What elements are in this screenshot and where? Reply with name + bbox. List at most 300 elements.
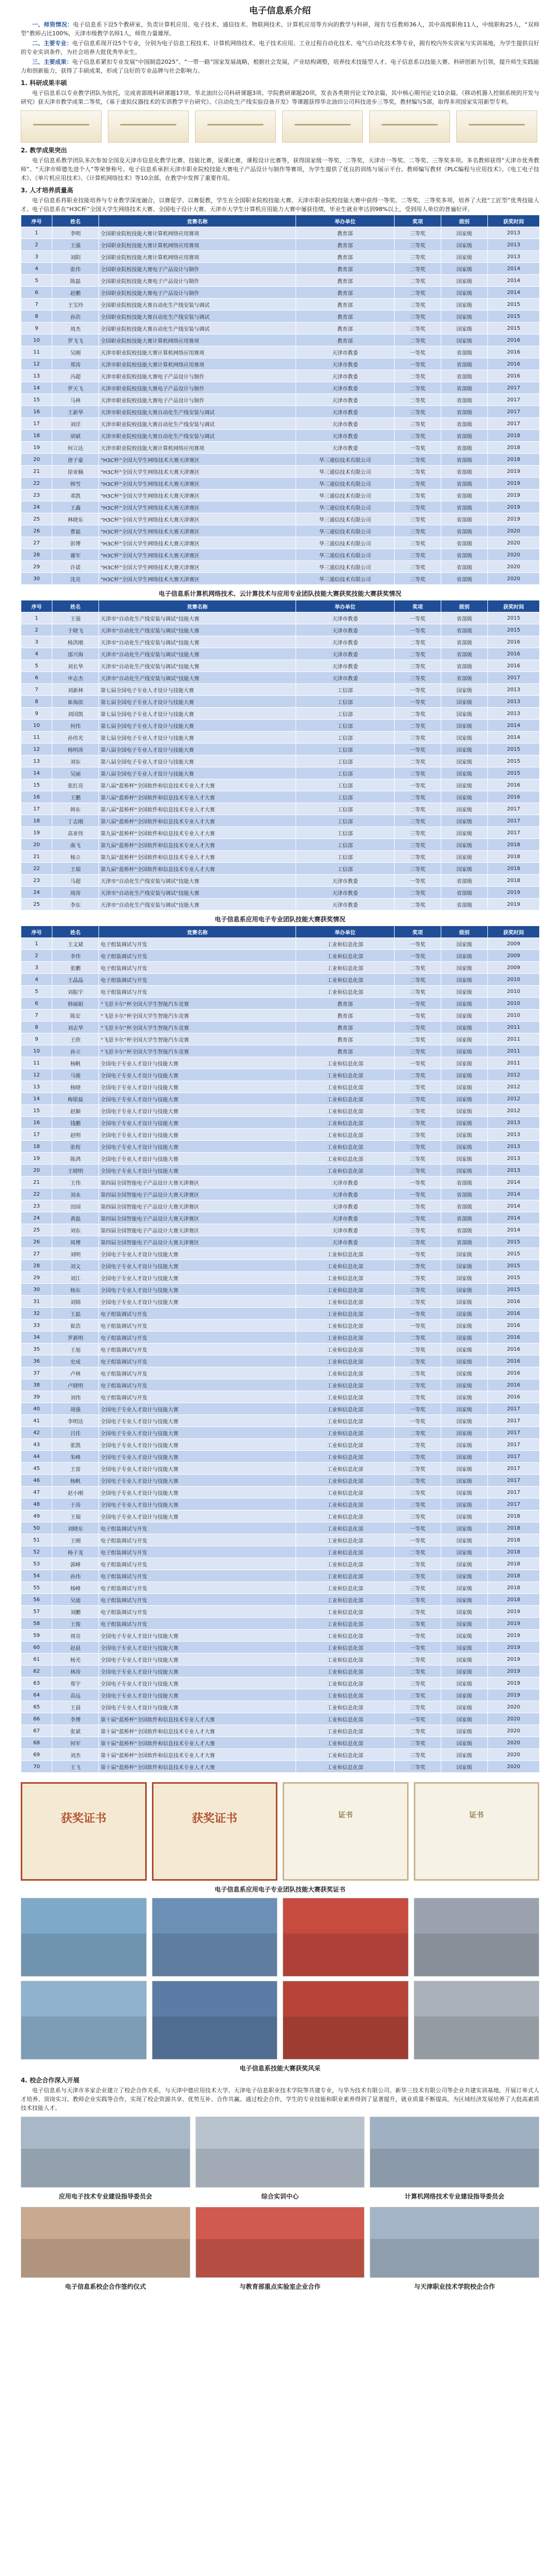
table-cell: 全国电子专业人才设计与技能大赛 [99, 1463, 296, 1475]
table-cell: 三等奖 [395, 1129, 441, 1141]
table-cell: 一等奖 [395, 1713, 441, 1725]
table-cell: 国家级 [441, 720, 488, 732]
table-cell: 全国电子专业人才设计与技能大赛 [99, 1057, 296, 1069]
table-cell: 省部级 [441, 549, 488, 561]
table-cell: 6 [21, 672, 52, 684]
table-cell: 王欣 [52, 1033, 99, 1045]
table-row [21, 696, 540, 708]
table-row [21, 370, 540, 382]
table-cell: 杨峰 [52, 1582, 99, 1594]
skill-heading: 3. 人才培养质量高 [21, 187, 74, 194]
majors-label: 二、主要专业： [32, 40, 73, 47]
table-cell: 2016 [488, 1391, 540, 1403]
table-cell: 工业和信息化部 [296, 1415, 395, 1427]
table-cell: 三等奖 [395, 863, 441, 875]
table-cell: 天津市“自动化生产线安装与调试”技能大赛 [99, 648, 296, 660]
table-cell: 2020 [488, 1725, 540, 1737]
table-cell: 吕佳 [52, 1427, 99, 1439]
table-cell: 国家级 [441, 1737, 488, 1749]
table-cell: 全国电子专业人才设计与技能大赛 [99, 1260, 296, 1272]
table-row [21, 839, 540, 851]
table-cell: 省部级 [441, 513, 488, 525]
table-row [21, 1677, 540, 1689]
table-cell: 2009 [488, 950, 540, 962]
table-body [21, 612, 540, 911]
table-cell: 全国职业院校技能大赛计算机网络应用赛项 [99, 251, 296, 263]
table-cell: 10 [21, 334, 52, 346]
table-cell: 高亚伟 [52, 827, 99, 839]
table2-caption: 电子信息系计算机网络技术、云计算技术与应用专业团队技能大赛获奖技能大赛获奖情况 [158, 590, 401, 597]
table-cell: 16 [21, 406, 52, 418]
table-cell: 三等奖 [395, 537, 441, 549]
column-header: 序号 [21, 926, 52, 938]
certificate-image [21, 110, 102, 143]
teachers-label: 一、师资情况： [32, 21, 73, 28]
table-cell: 省部级 [441, 454, 488, 466]
coop-photo [370, 2117, 539, 2188]
table-row [21, 998, 540, 1010]
table-cell: 王新华 [52, 406, 99, 418]
column-header: 奖项 [395, 215, 441, 227]
table-cell: 2018 [488, 1522, 540, 1534]
table-row [21, 263, 540, 275]
table-cell: 三等奖 [395, 489, 441, 501]
table-cell: 省部级 [441, 1188, 488, 1200]
table-cell: 28 [21, 1260, 52, 1272]
table-cell: 王瑞 [52, 1510, 99, 1522]
table-cell: 国家级 [441, 767, 488, 779]
table-cell: 2019 [488, 478, 540, 489]
column-header: 级别 [441, 926, 488, 938]
table-row [21, 1737, 540, 1749]
table-cell: 工业和信息化部 [296, 1093, 395, 1105]
table-cell: 省部级 [441, 358, 488, 370]
table-cell: 国家级 [441, 1391, 488, 1403]
table-cell: 天津市教委 [296, 1188, 395, 1200]
column-header: 竞赛名称 [99, 215, 296, 227]
table-row [21, 251, 540, 263]
table-cell: 第八届全国电子专业人才设计与技能大赛 [99, 767, 296, 779]
table-cell: 省部级 [441, 624, 488, 636]
table-cell: 国家级 [441, 1284, 488, 1296]
table-cell: 60 [21, 1642, 52, 1654]
table-cell: 8 [21, 696, 52, 708]
table-cell: 国家级 [441, 1570, 488, 1582]
table-cell: 第七届全国电子专业人才设计与技能大赛 [99, 732, 296, 744]
table-cell: 杨帆 [52, 1057, 99, 1069]
table-cell: 天津市“自动化生产线安装与调试”技能大赛 [99, 660, 296, 672]
table-row [21, 1534, 540, 1546]
table-row [21, 1558, 540, 1570]
table-cell: 40 [21, 1403, 52, 1415]
table-cell: 2013 [488, 1117, 540, 1129]
table-cell: 二等奖 [395, 962, 441, 974]
table-cell: 省部级 [441, 636, 488, 648]
award-certificate-image: 获奖证书 [152, 1782, 278, 1881]
table-cell: 赵明 [52, 1129, 99, 1141]
table-cell: 国家级 [441, 1010, 488, 1021]
table-cell: 全国电子专业人才设计与技能大赛 [99, 1510, 296, 1522]
table-cell: 39 [21, 1391, 52, 1403]
table-cell: 国家级 [441, 863, 488, 875]
table-cell: 14 [21, 382, 52, 394]
table-row [21, 986, 540, 998]
table-cell: 2017 [488, 672, 540, 684]
table-cell: 2015 [488, 612, 540, 624]
intro-teachers: 一、师资情况：电子信息系下设5个教研室，负责计算机应用、电子技术、通信技术、物联网技术、计算机应用等方向的教学与科研，现有专任教师36人，其中高级职称11人，中级职称25人，“双师型”教师占比100%，天津市级教学名师1人，师资力量雄厚。 [21, 21, 539, 37]
table-cell: 工业和信息化部 [296, 1654, 395, 1665]
table-cell: 2018 [488, 875, 540, 887]
table-cell: 34 [21, 1332, 52, 1343]
table-cell: 24 [21, 1212, 52, 1224]
table-cell: 26 [21, 1236, 52, 1248]
table-cell: 周杰 [52, 323, 99, 334]
table-cell: 7 [21, 684, 52, 696]
table-cell: 2017 [488, 1499, 540, 1510]
table-cell: 一等奖 [395, 1415, 441, 1427]
table-cell: 刘明 [52, 1248, 99, 1260]
table-cell: 2018 [488, 851, 540, 863]
table-row [21, 1284, 540, 1296]
table-cell: 2015 [488, 1248, 540, 1260]
table-cell: 华三通信技术有限公司 [296, 573, 395, 585]
column-header: 获奖时间 [488, 600, 540, 612]
table-row [21, 974, 540, 986]
table-cell: 17 [21, 1129, 52, 1141]
table-cell: 一等奖 [395, 684, 441, 696]
table-cell: 国家级 [441, 1105, 488, 1117]
table-cell: 沈亮 [52, 573, 99, 585]
table-cell: 工业和信息化部 [296, 950, 395, 962]
table-cell: 2017 [488, 1487, 540, 1499]
table-cell: 华三通信技术有限公司 [296, 501, 395, 513]
table-cell: 2013 [488, 1153, 540, 1165]
table-cell: 三等奖 [395, 1701, 441, 1713]
table-cell: 2012 [488, 1093, 540, 1105]
table-cell: 一等奖 [395, 744, 441, 755]
table-cell: 2015 [488, 755, 540, 767]
table-row [21, 382, 540, 394]
table-cell: 曹磊 [52, 525, 99, 537]
table-cell: 国家级 [441, 950, 488, 962]
table-cell: 三等奖 [395, 1224, 441, 1236]
table-row [21, 1546, 540, 1558]
table-cell: 国家级 [441, 1260, 488, 1272]
table-cell: 王晓明 [52, 1165, 99, 1177]
table-cell: 工信部 [296, 767, 395, 779]
table-cell: 2015 [488, 767, 540, 779]
certificate-image [456, 110, 537, 143]
table-row [21, 1642, 540, 1654]
table-cell: 工信部 [296, 779, 395, 791]
intro-majors: 二、主要专业：电子信息系现开设5个专业，分别为电子信息工程技术、计算机网络技术、电子技术应用、工业过程自动化技术、电气自动化技术等专业，拥有校内外实训室与实训基地，为学生提供良好的专业实训条件，为社会培养大批优秀毕业生。 [21, 40, 540, 55]
table-cell: 2011 [488, 1021, 540, 1033]
table-row [21, 636, 540, 648]
table-cell: “飞思卡尔”杯全国大学生智能汽车竞赛 [99, 998, 296, 1010]
table-row [21, 537, 540, 549]
table-cell: 三等奖 [395, 1606, 441, 1618]
coop-photos-2 [21, 2207, 539, 2293]
table-cell: 省部级 [441, 406, 488, 418]
table-cell: 4 [21, 648, 52, 660]
table-row [21, 1010, 540, 1021]
table-cell: 张程 [52, 1141, 99, 1153]
table-row [21, 1320, 540, 1332]
table-cell: 何军 [52, 1737, 99, 1749]
table-cell: 天津市教委 [296, 1177, 395, 1188]
table-cell: 工业和信息化部 [296, 1677, 395, 1689]
table-cell: 国家级 [441, 311, 488, 323]
table-cell: 工业和信息化部 [296, 1665, 395, 1677]
table-cell: 国家级 [441, 815, 488, 827]
table-cell: 第十届“蓝桥杯”全国软件和信息技术专业人才大赛 [99, 1737, 296, 1749]
table-cell: 二等奖 [395, 1200, 441, 1212]
table-cell: 第九届“蓝桥杯”全国软件和信息技术专业人才大赛 [99, 863, 296, 875]
table-cell: 朱峰 [52, 1451, 99, 1463]
table-cell: 全国电子专业人才设计与技能大赛 [99, 1642, 296, 1654]
table-cell: 工业和信息化部 [296, 962, 395, 974]
table-cell: 工业和信息化部 [296, 1439, 395, 1451]
table-cell: 林晓东 [52, 513, 99, 525]
table-cell: 2017 [488, 803, 540, 815]
table-cell: 三等奖 [395, 513, 441, 525]
table-cell: 第八届“蓝桥杯”全国软件和信息技术专业人才大赛 [99, 815, 296, 827]
table-cell: 6 [21, 287, 52, 299]
table-cell: 工业和信息化部 [296, 1367, 395, 1379]
table-cell: 一等奖 [395, 1534, 441, 1546]
table-cell: 天津市“自动化生产线安装与调试”技能大赛 [99, 899, 296, 911]
table-cell: 华三通信技术有限公司 [296, 561, 395, 573]
table-cell: 天津市职业院校技能大赛电子产品设计与制作 [99, 382, 296, 394]
table-cell: 三等奖 [395, 1045, 441, 1057]
table-cell: 三等奖 [395, 815, 441, 827]
table-cell: 工业和信息化部 [296, 1427, 395, 1439]
table-row [21, 1654, 540, 1665]
team-photo [21, 1981, 147, 2060]
table-cell: 天津市教委 [296, 430, 395, 442]
table-cell: 天津市教委 [296, 887, 395, 899]
table-cell: 2017 [488, 418, 540, 430]
table-cell: 电子组装调试与开发 [99, 974, 296, 986]
table-cell: 43 [21, 1439, 52, 1451]
table-cell: 电子组装调试与开发 [99, 950, 296, 962]
table-header-row [21, 600, 540, 612]
table-cell: 2017 [488, 1403, 540, 1415]
cert-gallery [21, 110, 539, 143]
table-cell: 第八届“蓝桥杯”全国软件和信息技术专业人才大赛 [99, 803, 296, 815]
table-cell: 国家级 [441, 1308, 488, 1320]
table-row [21, 1570, 540, 1582]
table-cell: 工业和信息化部 [296, 1141, 395, 1153]
table-cell: 2020 [488, 1761, 540, 1773]
table-cell: 徐亚楠 [52, 466, 99, 478]
table-row [21, 561, 540, 573]
table-cell: 工业和信息化部 [296, 986, 395, 998]
table-cell: 二等奖 [395, 394, 441, 406]
table-cell: 三等奖 [395, 839, 441, 851]
table-cell: 二等奖 [395, 1272, 441, 1284]
table-row [21, 962, 540, 974]
table-cell: 第九届“蓝桥杯”全国软件和信息技术专业人才大赛 [99, 827, 296, 839]
table-cell: 2020 [488, 573, 540, 585]
table-cell: 二等奖 [395, 887, 441, 899]
table-cell: 2017 [488, 815, 540, 827]
table-row [21, 323, 540, 334]
table-cell: 三等奖 [395, 239, 441, 251]
table-cell: 吴刚 [52, 346, 99, 358]
table-cell: 工业和信息化部 [296, 1606, 395, 1618]
table-row [21, 1427, 540, 1439]
table-cell: 2015 [488, 1236, 540, 1248]
table-row [21, 1701, 540, 1713]
table-row [21, 513, 540, 525]
table-cell: 国家级 [441, 1165, 488, 1177]
table-cell: 10 [21, 1045, 52, 1057]
award-certificates [21, 1782, 539, 1881]
coop-caption: 与天津职业技术学院校企合作 [414, 2283, 495, 2290]
table-cell: 省部级 [441, 887, 488, 899]
table-cell: 2017 [488, 1463, 540, 1475]
table-cell: 2019 [488, 1654, 540, 1665]
table-cell: 二等奖 [395, 1343, 441, 1355]
team-photo [152, 1981, 278, 2060]
table-cell: “H3C杯”全国大学生网络技术大赛天津赛区 [99, 489, 296, 501]
table-row [21, 791, 540, 803]
table-cell: 9 [21, 323, 52, 334]
table-cell: 2019 [488, 1677, 540, 1689]
column-header: 级别 [441, 600, 488, 612]
table-cell: 全国职业院校技能大赛计算机网络应用赛项 [99, 239, 296, 251]
table-row [21, 767, 540, 779]
table-cell: 国家级 [441, 1367, 488, 1379]
column-header: 竞赛名称 [99, 600, 296, 612]
table-cell: 钱鹏 [52, 1117, 99, 1129]
coop-photos-1 [21, 2117, 539, 2203]
table-row [21, 1391, 540, 1403]
team-photo [21, 1898, 147, 1977]
table-cell: 国家级 [441, 1153, 488, 1165]
column-header: 举办单位 [296, 215, 395, 227]
table-cell: 2012 [488, 1081, 540, 1093]
table-row [21, 1117, 540, 1129]
table-cell: 工业和信息化部 [296, 1546, 395, 1558]
column-header: 竞赛名称 [99, 926, 296, 938]
table-cell: 2017 [488, 394, 540, 406]
table-cell: 2018 [488, 1510, 540, 1522]
table-row [21, 1403, 540, 1415]
table-row [21, 744, 540, 755]
table-cell: 2017 [488, 827, 540, 839]
table-cell: 全国电子专业人才设计与技能大赛 [99, 1165, 296, 1177]
table-cell: 李东 [52, 899, 99, 911]
table-cell: 刘鹏 [52, 1606, 99, 1618]
table-cell: 56 [21, 1594, 52, 1606]
table-cell: 二等奖 [395, 1021, 441, 1033]
table-cell: 省部级 [441, 501, 488, 513]
table-cell: 三等奖 [395, 418, 441, 430]
table-cell: 46 [21, 1475, 52, 1487]
table-cell: 省部级 [441, 430, 488, 442]
awards-table-2 [21, 600, 540, 911]
table-cell: 一等奖 [395, 1320, 441, 1332]
table-cell: 王刚 [52, 1534, 99, 1546]
table-cell: 刘伟 [52, 1391, 99, 1403]
table-cell: 48 [21, 1499, 52, 1510]
table-cell: 全国电子专业人才设计与技能大赛 [99, 1654, 296, 1665]
table-cell: 工业和信息化部 [296, 1582, 395, 1594]
table-row [21, 299, 540, 311]
table-cell: 27 [21, 537, 52, 549]
teaching-text: 电子信息系教学团队多次参加全国及天津市信息化教学比赛、技能比赛，说课比赛，课程设计比赛等，获得国家级一等奖、二等奖，天津市一等奖、二等奖、三等奖多项。多名教师获得“天津市优秀教师”、“天津市师德先进个人”等荣誉称号。电子信息系承担天津市职业院校技能大赛电子产品设计与制作等赛项，为学生提供了优良的训练与展示平台。教师编写教材《PLC编程与应用技术》、《电工电子技术》、《单片机应用技术》、《计算机网络技术》等10余部，在教学中发挥了重要作用。 [21, 157, 539, 181]
table-cell: 66 [21, 1713, 52, 1725]
table-cell: 国家级 [441, 827, 488, 839]
table-cell: 一等奖 [395, 358, 441, 370]
table-cell: 2019 [488, 887, 540, 899]
table-cell: 李明 [52, 227, 99, 239]
coop-caption: 计算机网络技术专业建设指导委员会 [404, 2193, 505, 2200]
table-cell: 孙浩 [52, 311, 99, 323]
table-cell: 国家级 [441, 1093, 488, 1105]
table-row [21, 1594, 540, 1606]
table-cell: 30 [21, 573, 52, 585]
table-cell: 2009 [488, 962, 540, 974]
table-cell: 彭博 [52, 537, 99, 549]
table-cell: 2010 [488, 1010, 540, 1021]
table-cell: 国家级 [441, 779, 488, 791]
table-row [21, 1165, 540, 1177]
table-cell: 全国电子专业人才设计与技能大赛 [99, 1129, 296, 1141]
table-cell: 2016 [488, 1320, 540, 1332]
table-cell: 三等奖 [395, 227, 441, 239]
table-cell: 邓凯 [52, 489, 99, 501]
table-cell: 张鹏 [52, 962, 99, 974]
table-cell: 电子组装调试与开发 [99, 938, 296, 950]
table-row [21, 406, 540, 418]
table-cell: 第四届全国智能电子产品设计大赛天津赛区 [99, 1224, 296, 1236]
table-cell: 12 [21, 358, 52, 370]
table-cell: 2020 [488, 549, 540, 561]
table-cell: 史成 [52, 1355, 99, 1367]
table-cell: 11 [21, 346, 52, 358]
table-cell: 二等奖 [395, 370, 441, 382]
table-cell: 三等奖 [395, 406, 441, 418]
table-cell: 国家级 [441, 1749, 488, 1761]
table-cell: 1 [21, 227, 52, 239]
table-cell: 一等奖 [395, 950, 441, 962]
table-cell: 2015 [488, 299, 540, 311]
table-cell: 天津市职业院校技能大赛计算机网络应用赛项 [99, 358, 296, 370]
award-certificate-image: 获奖证书 [21, 1782, 147, 1881]
table-cell: 三等奖 [395, 1510, 441, 1522]
table-cell: 29 [21, 561, 52, 573]
table-cell: 全国电子专业人才设计与技能大赛 [99, 1081, 296, 1093]
table-cell: 全国职业院校技能大赛自动化生产线安装与调试 [99, 299, 296, 311]
table-row [21, 1510, 540, 1522]
table-cell: 7 [21, 299, 52, 311]
table-cell: 全国电子专业人才设计与技能大赛 [99, 1284, 296, 1296]
table-cell: 16 [21, 791, 52, 803]
table-cell: 刘锦 [52, 1296, 99, 1308]
table-cell: 电子组装调试与开发 [99, 1594, 296, 1606]
table-cell: 刘新林 [52, 684, 99, 696]
table-cell: 省部级 [441, 648, 488, 660]
table-cell: 国家级 [441, 251, 488, 263]
table-row [21, 1212, 540, 1224]
table-cell: 2018 [488, 863, 540, 875]
table-cell: 53 [21, 1558, 52, 1570]
table-cell: 2018 [488, 1570, 540, 1582]
table-cell: 12 [21, 744, 52, 755]
